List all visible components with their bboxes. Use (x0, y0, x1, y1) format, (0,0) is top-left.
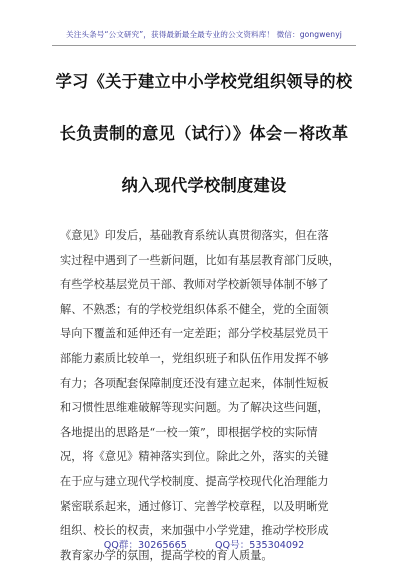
body-line: 有力；各项配套保障制度还没有建立起来，体制性短板 (60, 376, 329, 390)
body-line: 实过程中遇到了一些新问题，比如有基层教育部门反映， (60, 253, 340, 267)
body-line: 教育家办学的氛围，提高学校的育人质量。 (60, 548, 273, 562)
body-line: 导向下覆盖和延伸还有一定差距；部分学校基层党员干 (60, 327, 329, 341)
body-paragraph (60, 224, 356, 568)
body-line: 有些学校基层党员干部、教师对学校新领导体制不够了 (60, 278, 329, 292)
body-line: 况，将《意见》精神落实到位。除此之外，落实的关键 (60, 450, 329, 464)
document-title-line-2: 长负责制的意见（试行）》体会－将改革 (59, 124, 349, 143)
body-line: 和习惯性思维难破解等现实问题。为了解决这些问题， (60, 401, 329, 415)
footer-qq-group: QQ群：30265665 (103, 540, 187, 551)
document-title-line-3: 纳入现代学校制度建设 (121, 176, 287, 195)
body-line: 在于应与建立现代学校制度、提高学校现代化治理能力 (60, 474, 329, 488)
footer-contact (0, 537, 408, 551)
body-line: 解、不熟悉；有的学校党组织体系不健全，党的全面领 (60, 302, 329, 316)
body-line: 紧密联系起来，通过修订、完善学校章程，以及明晰党 (60, 499, 329, 513)
body-line: 组织、校长的权责，来加强中小学党建，推动学校形成 (60, 524, 329, 538)
body-line: 部能力素质比较单一，党组织班子和队伍作用发挥不够 (60, 351, 329, 365)
body-line: 各地提出的思路是“一校一策”，即根据学校的实际情 (60, 425, 318, 439)
body-line: 《意见》印发后，基础教育系统认真贯彻落实，但在落 (60, 229, 329, 242)
header-banner: 关注头条号“公文研究”，获得最新最全最专业的公文资料库！ 微信：gongwenyj (66, 30, 342, 39)
document-title-line-1: 学习《关于建立中小学校党组织领导的校 (55, 72, 353, 91)
footer-qq-number: QQ号：535304092 (215, 540, 305, 551)
header-divider (52, 45, 356, 46)
